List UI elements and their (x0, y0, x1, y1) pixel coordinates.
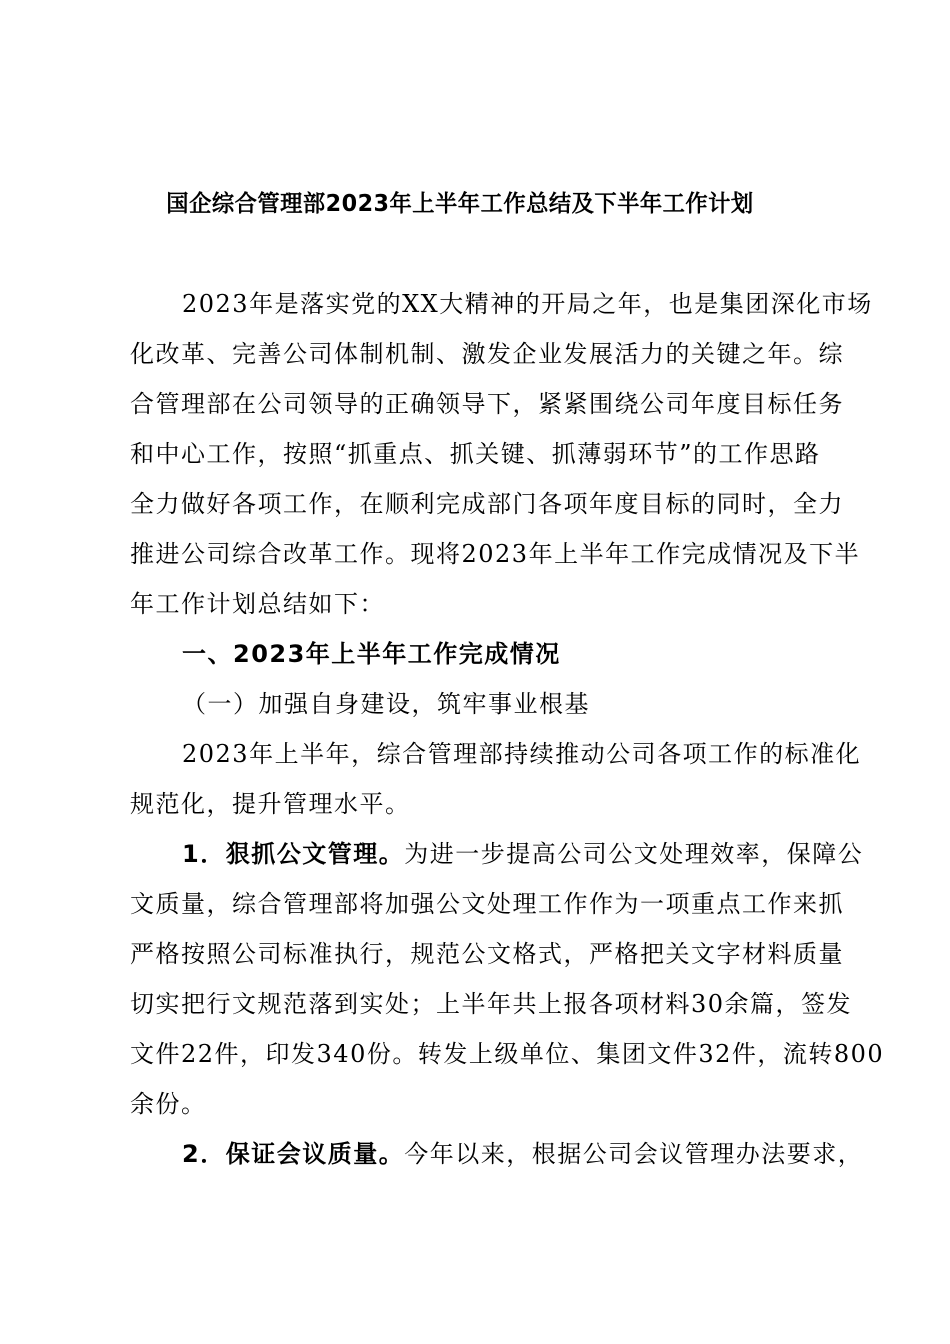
item-1-lead: 1．狠抓公文管理。 (182, 840, 405, 868)
section-heading: 一、2023年上半年工作完成情况 (182, 640, 561, 668)
document-title: 国企综合管理部2023年上半年工作总结及下半年工作计划 (166, 191, 754, 217)
subsection-heading: （一）加强自身建设，筑牢事业根基 (182, 690, 590, 718)
subsection-line-2: 规范化，提升管理水平。 (130, 790, 411, 818)
intro-line-2: 化改革、完善公司体制机制、激发企业发展活力的关键之年。综 (130, 340, 844, 368)
intro-line-6: 推进公司综合改革工作。现将2023年上半年工作完成情况及下半 (130, 540, 861, 568)
item-2-lead: 2．保证会议质量。 (182, 1140, 405, 1168)
intro-line-3: 合管理部在公司领导的正确领导下，紧紧围绕公司年度目标任务 (130, 390, 844, 418)
item-2-first-rest: 今年以来，根据公司会议管理办法要求， (404, 1140, 864, 1168)
intro-line-1: 2023年是落实党的XX大精神的开局之年，也是集团深化市场 (182, 290, 873, 318)
item-1-first-line (182, 837, 863, 871)
item-1-line-5: 文件22件，印发340份。转发上级单位、集团文件32件，流转800 (130, 1040, 885, 1068)
item-1-line-3: 严格按照公司标准执行，规范公文格式，严格把关文字材料质量 (130, 940, 844, 968)
intro-line-4: 和中心工作，按照“抓重点、抓关键、抓薄弱环节”的工作思路 (130, 440, 821, 468)
intro-line-7: 年工作计划总结如下： (130, 590, 385, 618)
item-1-line-6: 余份。 (130, 1090, 207, 1118)
item-1-line-2: 文质量，综合管理部将加强公文处理工作作为一项重点工作来抓 (130, 890, 844, 918)
item-2-first-line (182, 1137, 863, 1171)
intro-line-5: 全力做好各项工作，在顺利完成部门各项年度目标的同时，全力 (130, 490, 844, 518)
item-1-first-rest: 为进一步提高公司公文处理效率，保障公 (404, 840, 864, 868)
item-1-line-4: 切实把行文规范落到实处；上半年共上报各项材料30余篇，签发 (130, 990, 853, 1018)
subsection-line-1: 2023年上半年，综合管理部持续推动公司各项工作的标准化 (182, 740, 862, 768)
